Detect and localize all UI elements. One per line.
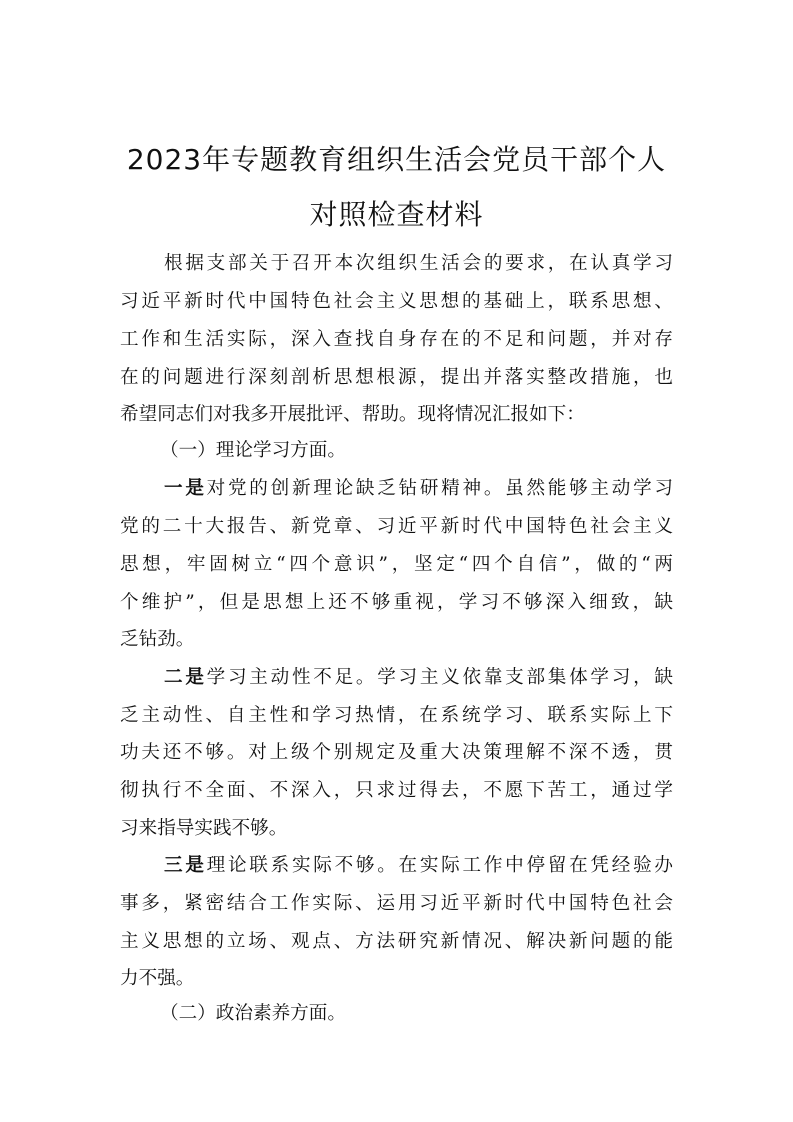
item1-first-line xyxy=(164,478,673,500)
intro-line: 希望同志们对我多开展批评、帮助。现将情况汇报如下： xyxy=(120,404,585,425)
item1-line: 乏钻劲。 xyxy=(120,629,195,650)
section-heading-2: （二）政治素养方面。 xyxy=(160,1003,346,1024)
item3-first-line xyxy=(164,855,673,877)
item1-line: 党的二十大报告、新党章、习近平新时代中国特色社会主义 xyxy=(120,516,673,537)
item2-line: 习来指导实践不够。 xyxy=(120,818,288,839)
item2-first-text: 学习主动性不足。学习主义依靠支部集体学习，缺 xyxy=(206,667,673,688)
item2-lead: 二是 xyxy=(164,667,207,688)
intro-line: 工作和生活实际，深入查找自身存在的不足和问题，并对存 xyxy=(120,329,673,350)
item1-line: 个维护”，但是思想上还不够重视，学习不够深入细致，缺 xyxy=(120,592,673,613)
document-title-line-2: 对照检查材料 xyxy=(309,198,484,231)
item3-line: 事多，紧密结合工作实际、运用习近平新时代中国特色社会 xyxy=(120,893,673,914)
item3-first-text: 理论联系实际不够。在实际工作中停留在凭经验办 xyxy=(206,855,673,876)
item1-line: 思想，牢固树立“四个意识”，坚定“四个自信”，做的“两 xyxy=(120,554,673,575)
section-heading-1: （一）理论学习方面。 xyxy=(160,440,346,461)
document-title-line-1: 2023年专题教育组织生活会党员干部个人 xyxy=(126,143,667,176)
intro-line: 根据支部关于召开本次组织生活会的要求，在认真学习 xyxy=(164,253,673,274)
item3-line: 力不强。 xyxy=(120,968,195,989)
item2-first-line xyxy=(164,667,673,689)
item2-line: 彻执行不全面、不深入，只求过得去，不愿下苦工，通过学 xyxy=(120,780,673,801)
item3-line: 主义思想的立场、观点、方法研究新情况、解决新问题的能 xyxy=(120,931,673,952)
item2-line: 乏主动性、自主性和学习热情，在系统学习、联系实际上下 xyxy=(120,705,673,726)
item3-lead: 三是 xyxy=(164,855,207,876)
item1-lead: 一是 xyxy=(164,478,207,499)
item2-line: 功夫还不够。对上级个别规定及重大决策理解不深不透，贯 xyxy=(120,742,673,763)
item1-first-text: 对党的创新理论缺乏钻研精神。虽然能够主动学习 xyxy=(206,478,673,499)
intro-line: 习近平新时代中国特色社会主义思想的基础上，联系思想、 xyxy=(120,291,673,312)
intro-line: 在的问题进行深刻剖析思想根源，提出并落实整改措施，也 xyxy=(120,367,673,388)
